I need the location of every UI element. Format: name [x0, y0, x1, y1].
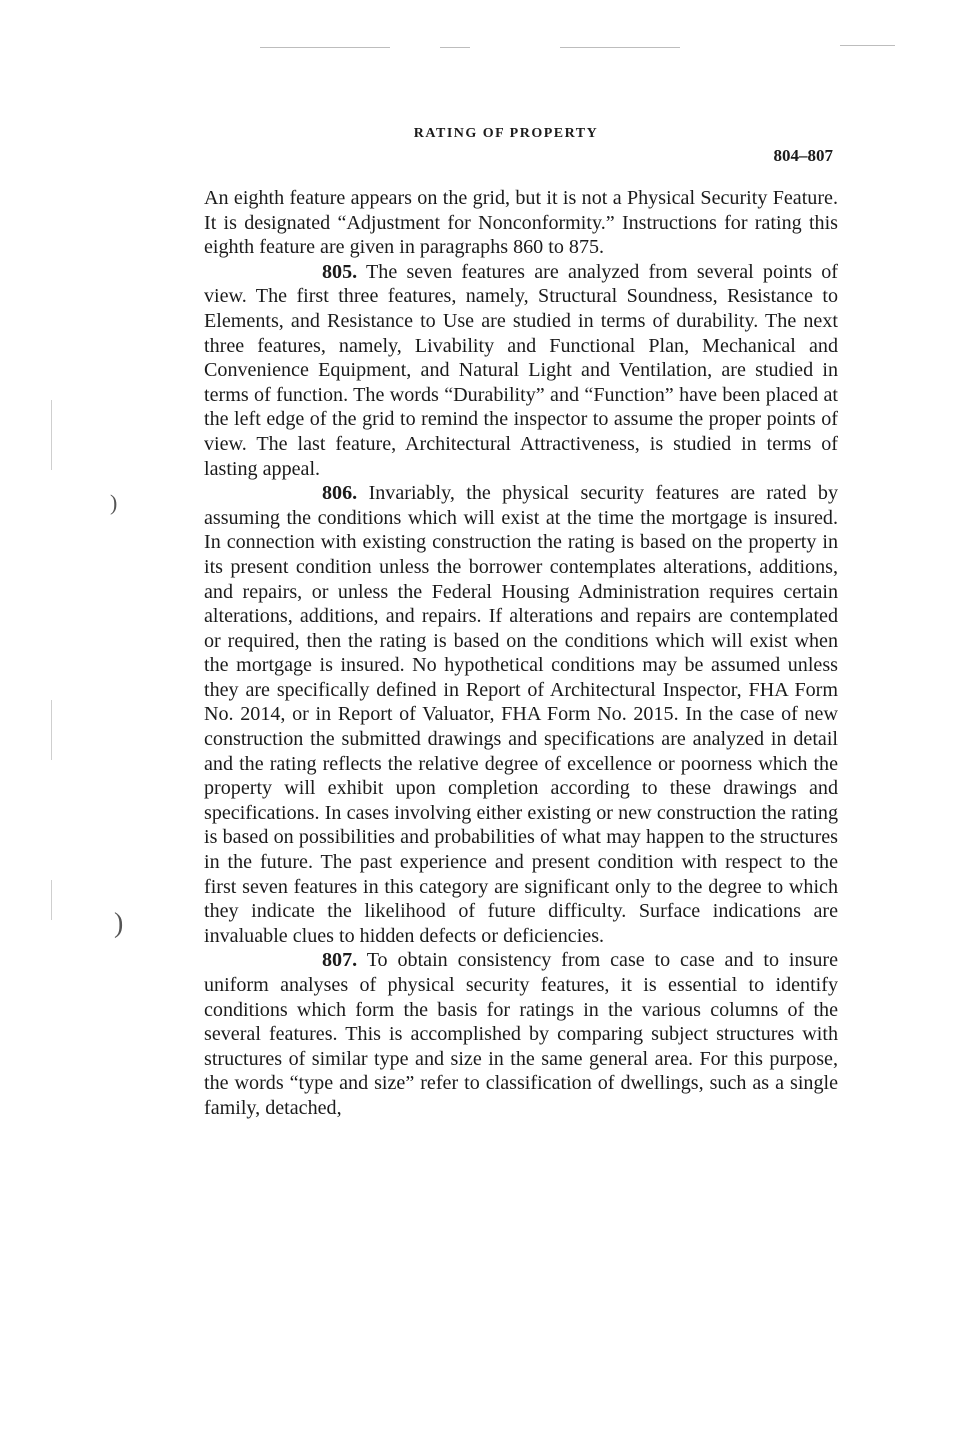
- paragraph-number: 805.: [322, 260, 358, 283]
- body-text: [204, 186, 838, 1121]
- paragraph-805: [204, 260, 838, 481]
- paragraph-number: 806.: [322, 482, 358, 505]
- paragraph-continuation: [204, 186, 838, 260]
- scan-edge-line: [260, 47, 390, 48]
- paragraph-text: The seven features are analyzed from several points of view. The first three features, namely, Structural Soundness, Resistance to Elements, and Resistance to Use are studied in terms of durability. The next three features, namely, Livability and Functional Plan, Mechanical and Convenience Equipment, and Natural Light and Ventilation, are studied in terms of function. The words “Durability” and “Function” have been placed at the left edge of the grid to remind the inspector to assume the proper points of view. The last feature, Architectural Attractiveness, is studied in terms of lasting appeal.: [204, 260, 838, 480]
- scan-edge-line: [440, 47, 470, 48]
- margin-bracket-mark: ): [110, 490, 118, 515]
- paragraph-806: [204, 481, 838, 948]
- paragraph-text: Invariably, the physical security features are rated by assuming the conditions which will exist at the time the mortgage is insured. In connection with existing construction the rating is based on the property in its present condition unless the borrower contemplates alterations, additions, and repairs, or unless the Federal Housing Administration requires certain alterations, additions, and repairs. If alterations and repairs are contemplated or required, then the rating is based on the conditions which will exist when the mortgage is insured. No hypothetical conditions may be assumed unless they are specifically defined in Report of Architectural Inspector, FHA Form No. 2014, or in Report of Valuator, FHA Form No. 2015. In the case of new construction the submitted drawings and specifications are analyzed in detail and the rating reflects the relative degree of excellence or poorness which the property will exhibit upon completion according to these drawings and specifications. In cases involving either existing or new construction the rating is based on possibilities and probabilities of what may happen to the structures in the future. The past experience and present condition with respect to the first seven features in this category are significant only to the degree to which they indicate the likelihood of future difficulty. Surface indications are invaluable clues to hidden defects or deficiencies.: [204, 482, 838, 947]
- running-header: [0, 126, 830, 142]
- scan-edge-line: [840, 45, 895, 46]
- binding-mark: [51, 880, 52, 920]
- paragraph-text: An eighth feature appears on the grid, but it is not a Physical Security Feature. It is designated “Adjustment for Nonconformity.” Instructions for rating this eighth feature are given in paragraphs 860 to 875.: [204, 187, 838, 259]
- paragraph-807: [204, 948, 838, 1120]
- margin-bracket-mark: ): [114, 908, 124, 939]
- scan-edge-line: [560, 47, 680, 48]
- paragraph-number: 807.: [322, 949, 358, 972]
- paragraph-range: 804–807: [773, 146, 833, 165]
- running-header-title: RATING OF PROPERTY: [413, 126, 599, 141]
- binding-mark: [51, 400, 52, 470]
- paragraph-text: To obtain consistency from case to case and to insure uniform analyses of physical security features, it is essential to identify conditions which form the basis for ratings in the various columns of the several features. This is accomplished by comparing subject structures with structures of similar type and size in the same general area. For this purpose, the words “type and size” refer to classification of dwellings, such as a single family, detached,: [204, 949, 838, 1119]
- binding-mark: [51, 700, 52, 760]
